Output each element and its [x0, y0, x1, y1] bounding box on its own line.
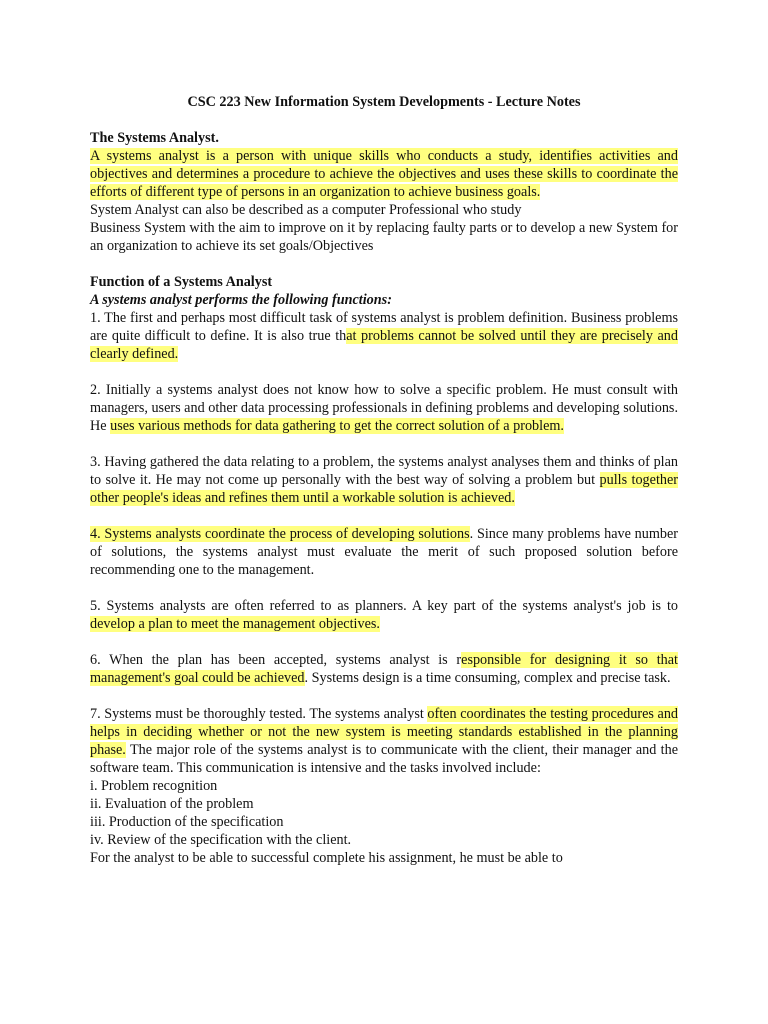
paragraph-text: 7. Systems must be thoroughly tested. The systems analyst	[90, 706, 428, 722]
description-line: System Analyst can also be described as a computer Professional who study	[90, 202, 522, 218]
paragraph-text: The major role of the systems analyst is to communicate with the client, their manager and the software team. This communication is intensive and the tasks involved include:	[90, 742, 678, 776]
spacer	[90, 507, 678, 525]
section-heading-functions: Function of a Systems Analyst	[90, 274, 273, 290]
function-paragraph-4	[90, 525, 678, 579]
list-item: iv. Review of the specification with the client.	[90, 832, 352, 848]
task-list	[90, 777, 678, 849]
paragraph-text: . Systems design is a time consuming, complex and precise task.	[304, 670, 671, 686]
list-item: ii. Evaluation of the problem	[90, 796, 254, 812]
spacer	[90, 435, 678, 453]
paragraph-text: 3. Having gathered the data relating to a problem, the systems analyst analyses them and thinks of plan to solve it. He may not come up personally with the best way of solving a problem but	[90, 454, 678, 488]
function-paragraph-3	[90, 453, 678, 507]
highlighted-text: esponsible for designing it so that management's goal could be achieved	[90, 652, 678, 686]
paragraph-text: 5. Systems analysts are often referred to as planners. A key part of the systems analyst's job is to	[90, 598, 678, 614]
list-item: i. Problem recognition	[90, 778, 218, 794]
section-heading-systems-analyst: The Systems Analyst.	[90, 130, 219, 146]
paragraph-text: 1. The first and perhaps most difficult task of systems analyst is problem definition. Business problems are quite difficult to define. It is also true th	[90, 310, 678, 344]
paragraph-text: 2. Initially a systems analyst does not know how to solve a specific problem. He must consult with managers, users and other data processing professionals in defining problems and developing solutions. He	[90, 382, 678, 434]
spacer	[90, 363, 678, 381]
function-paragraph-5	[90, 597, 678, 633]
list-item: iii. Production of the specification	[90, 814, 284, 830]
spacer	[90, 633, 678, 651]
function-paragraph-6	[90, 651, 678, 687]
highlighted-text: develop a plan to meet the management objectives.	[90, 616, 380, 632]
paragraph-text: . Since many problems have number of solutions, the systems analyst must evaluate the merit of such proposed solution before recommending one to the management.	[90, 526, 678, 578]
description-paragraph: Business System with the aim to improve on it by replacing faulty parts or to develop a new System for an organization to achieve its set goals/Objectives	[90, 220, 678, 254]
function-paragraph-7	[90, 705, 678, 777]
document-title: CSC 223 New Information System Developments - Lecture Notes	[187, 94, 581, 110]
definition-paragraph	[90, 147, 678, 201]
highlighted-text: pulls together other people's ideas and refines them until a workable solution is achieved.	[90, 472, 678, 506]
closing-line: For the analyst to be able to successful complete his assignment, he must be able to	[90, 850, 563, 866]
spacer	[90, 687, 678, 705]
section-subheading-functions: A systems analyst performs the following functions:	[90, 292, 392, 308]
highlighted-text: at problems cannot be solved until they are precisely and clearly defined.	[90, 328, 678, 362]
highlighted-text: A systems analyst is a person with unique skills who conducts a study, identifies activities and objectives and determines a procedure to achieve the objectives and uses these skills to coordinate the efforts of different type of persons in an organization to achieve business goals.	[90, 148, 678, 200]
spacer	[90, 579, 678, 597]
function-paragraph-2	[90, 381, 678, 435]
paragraph-text: 6. When the plan has been accepted, systems analyst is r	[90, 652, 462, 668]
highlighted-text: often coordinates the testing procedures and helps in deciding whether or not the new system is meeting standards established in the planning phase.	[90, 706, 679, 758]
highlighted-text: uses various methods for data gathering to get the correct solution of a problem.	[110, 418, 564, 434]
function-paragraph-1	[90, 309, 678, 363]
spacer	[90, 255, 678, 273]
document-body	[90, 93, 678, 867]
highlighted-text: 4. Systems analysts coordinate the process of developing solutions	[90, 526, 470, 542]
